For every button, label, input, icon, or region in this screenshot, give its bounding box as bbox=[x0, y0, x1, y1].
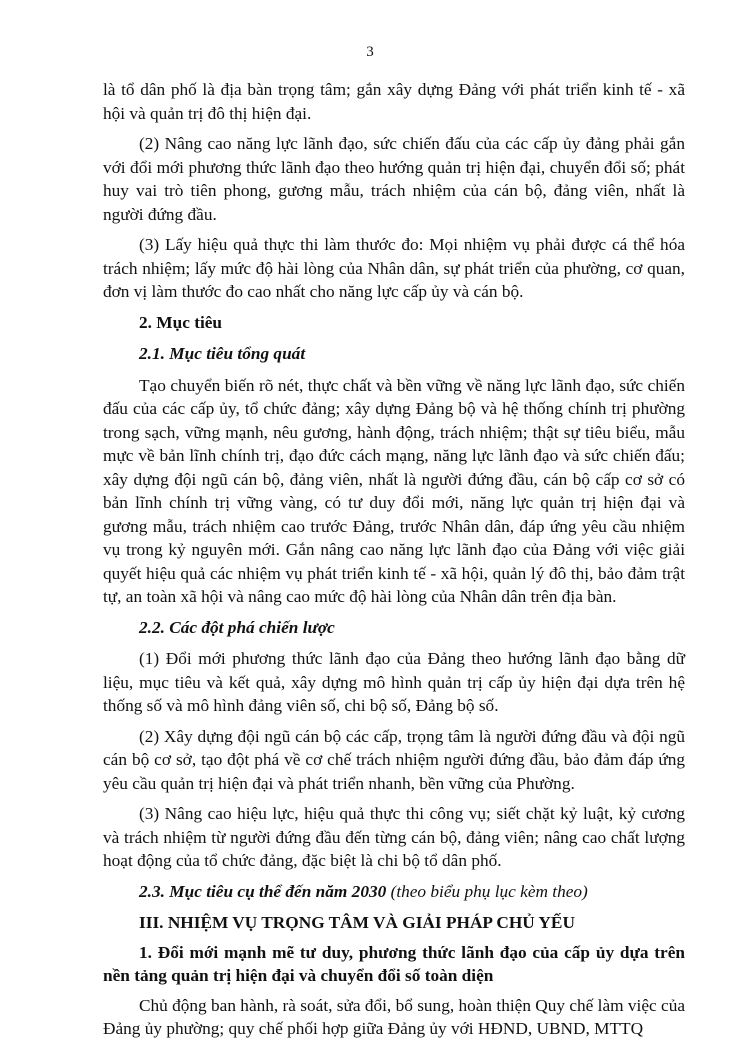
document-body bbox=[103, 78, 685, 1048]
paragraph-general-objective: Tạo chuyển biến rõ nét, thực chất và bền vững về năng lực lãnh đạo, sức chiến đấu của các cấp ủy, tổ chức đảng; xây dựng Đảng bộ và hệ thống chính trị phường trong sạch, vững mạnh, nêu gương, hành động, trách nhiệm; thật sự tiêu biểu, mẫu mực về bản lĩnh chính trị, đạo đức cách mạng, năng lực lãnh đạo và sức chiến đấu; xây dựng đội ngũ cán bộ, đảng viên, nhất là người đứng đầu, cán bộ cấp cơ sở có bản lĩnh chính trị vững vàng, có tư duy đổi mới, năng lực quản trị hiện đại và gương mẫu, trách nhiệm cao trước Đảng, trước Nhân dân, đáp ứng yêu cầu nhiệm vụ trong kỷ nguyên mới. Gắn nâng cao năng lực lãnh đạo của Đảng với việc giải quyết hiệu quả các nhiệm vụ phát triển kinh tế - xã hội, quản lý đô thị, bảo đảm trật tự, an toàn xã hội và nâng cao mức độ hài lòng của Nhân dân trên địa bàn. bbox=[103, 375, 685, 606]
heading-general-objective: 2.1. Mục tiêu tổng quát bbox=[139, 344, 306, 363]
paragraph-continuation: là tổ dân phố là địa bàn trọng tâm; gắn xây dựng Đảng với phát triển kinh tế - xã hội và quản trị đô thị hiện đại. bbox=[103, 80, 685, 123]
heading-specific-objectives bbox=[103, 880, 685, 904]
paragraph-breakthrough-2: (2) Xây dựng đội ngũ cán bộ các cấp, trọng tâm là người đứng đầu và đội ngũ cán bộ cơ sở, tạo đột phá về cơ chế trách nhiệm người đứng đầu, bảo đảm đáp ứng yêu cầu quản trị hiện đại và phát triển nhanh, bền vững của Phường. bbox=[103, 726, 685, 793]
paragraph-task-1: Chủ động ban hành, rà soát, sửa đổi, bổ sung, hoàn thiện Quy chế làm việc của Đảng ủy phường; quy chế phối hợp giữa Đảng ủy với HĐND, UBND, MTTQ bbox=[103, 995, 685, 1038]
heading-strategic-breakthroughs: 2.2. Các đột phá chiến lược bbox=[139, 617, 335, 637]
heading-key-tasks: III. NHIỆM VỤ TRỌNG TÂM VÀ GIẢI PHÁP CHỦ YẾU bbox=[139, 913, 575, 932]
heading-task-1: 1. Đổi mới mạnh mẽ tư duy, phương thức lãnh đạo của cấp ủy dựa trên nền tảng quản trị hiện đại và chuyển đổi số toàn diện bbox=[103, 942, 685, 985]
heading-specific-objectives-note: (theo biểu phụ lục kèm theo) bbox=[386, 881, 588, 901]
paragraph-principle-2: (2) Nâng cao năng lực lãnh đạo, sức chiến đấu của các cấp ủy đảng phải gắn với đổi mới phương thức lãnh đạo theo hướng quản trị hiện đại, chuyển đổi số; phát huy vai trò tiên phong, gương mẫu, trách nhiệm của cán bộ, đảng viên, nhất là người đứng đầu. bbox=[103, 134, 685, 224]
heading-objectives: 2. Mục tiêu bbox=[139, 312, 223, 332]
paragraph-breakthrough-1: (1) Đổi mới phương thức lãnh đạo của Đảng theo hướng lãnh đạo bằng dữ liệu, mục tiêu và kết quả, xây dựng mô hình quản trị cấp ủy hiện đại dựa trên hệ thống số và mô hình đảng viên số, chi bộ số, Đảng bộ số. bbox=[103, 649, 685, 715]
paragraph-breakthrough-3: (3) Nâng cao hiệu lực, hiệu quả thực thi công vụ; siết chặt kỷ luật, kỷ cương và trách nhiệm từ người đứng đầu đến từng cán bộ, đảng viên; nâng cao chất lượng hoạt động của tổ chức đảng, đặc biệt là chi bộ tổ dân phố. bbox=[103, 804, 685, 870]
heading-specific-objectives-text: 2.3. Mục tiêu cụ thể đến năm 2030 bbox=[139, 881, 387, 901]
page-number: 3 bbox=[366, 44, 374, 60]
paragraph-principle-3: (3) Lấy hiệu quả thực thi làm thước đo: Mọi nhiệm vụ phải được cá thể hóa trách nhiệm; lấy mức độ hài lòng của Nhân dân, sự phát triển của phường, cơ quan, đơn vị làm thước đo cao nhất cho năng lực cấp ủy và cán bộ. bbox=[103, 235, 685, 301]
